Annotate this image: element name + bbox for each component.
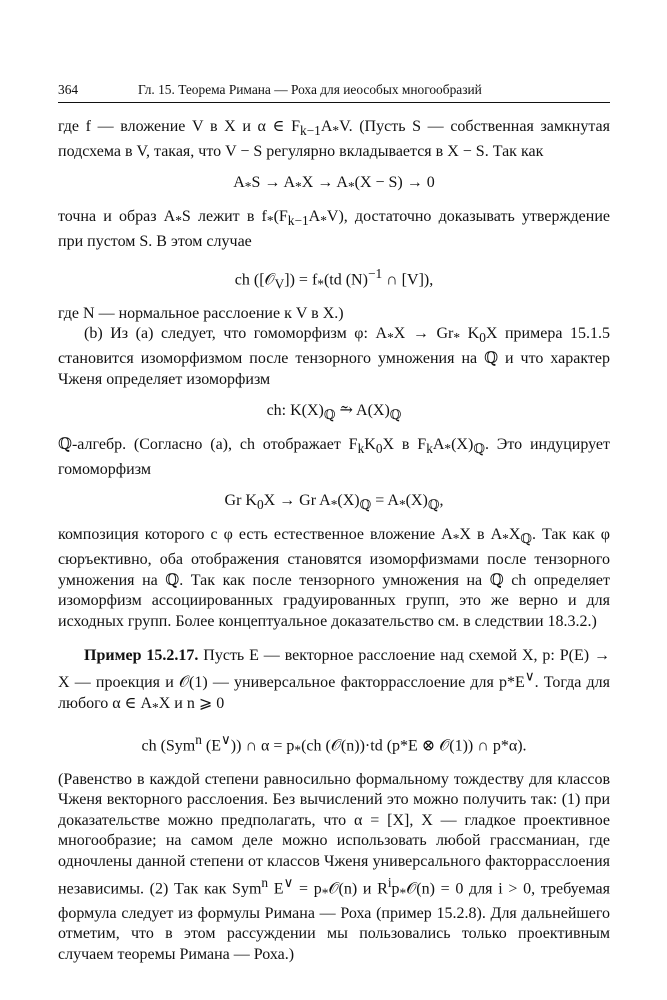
paragraph-8: (Равенство в каждой степени равносильно формальному тождеству для классов Чженя векторного расслоения. Без вычислений это можно получить так: (1) при доказательстве можно предполагать, что α = [X], X — гладкое проективное многообразие; на самом деле можно использовать любой грассманиан, где одночлены данной степени от классов Чженя универсального факторрасслоения независимы. (2) Так как Sym$^n$ $E^\vee = p_*𝒪(n)$ и $R^ip_*𝒪(n) = 0$ для i > 0, требуемая формула следует из формулы Римана — Роха (пример 15.2.8). Для дальнейшего отметим, что в этом рассуждении мы пользовались только проективным случаем теоремы Римана — Роха.) — [58, 770, 610, 963]
running-title: Гл. 15. Теорема Римана — Роха для иеособых многообразий — [138, 82, 482, 97]
example-15-2-17 — [58, 646, 610, 718]
page-body — [58, 117, 610, 966]
paragraph-4: (b) Из (a) следует, что гомоморфизм φ: $A_*X \to Gr_*$ $K_0X$ примера 15.1.5 становится изоморфизмом после тензорного умножения на ℚ и что характер Чженя определяет изоморфизм — [58, 325, 611, 388]
formula-ch-isomorphism: ch: $K(X)_ℚ$ ⥲ $A(X)_ℚ$ — [266, 402, 402, 423]
paragraph-6: композиция которого с φ есть естественное вложение $A_*X$ в $A_*X_ℚ$. Так как φ сюръективно, оба отображения становятся изоморфизмами после тензорного умножения на ℚ. Так как после тензорного умножения на ℚ ch определяет изоморфизм ассоциированных градуированных групп, это же верно и для исходных групп. Более концептуальное доказательство см. в следствии 18.3.2.) — [58, 526, 611, 630]
paragraph-2: точна и образ $A_*S$ лежит в $f_*(F_{k-1}A_*V)$, достаточно доказывать утверждение при пустом S. В этом случае — [58, 208, 610, 250]
example-text: Пусть E — векторное расслоение над схемой X, p: P(E) → X — проекция и 𝒪(1) — универсальное факторрасслоение для p*E∨. Тогда для любого α ∈ $A_*X$ и n ⩾ 0 — [58, 647, 611, 715]
formula-chern-character: ch ([𝒪$_V$]) = $f_*(td$ $(N)^{-1}$ ∩ [V]), — [234, 265, 434, 292]
formula-exact-sequence: $A_*S \to A_*X \to A_*(X - S) \to 0$ — [233, 174, 435, 195]
formula-graded-homomorphism: Gr $K_0X \to Gr$ $A_*(X)_ℚ = A_*(X)_ℚ$, — [224, 492, 444, 513]
running-header — [58, 76, 610, 103]
page-number: 364 — [58, 82, 79, 97]
example-label: Пример 15.2.17. — [84, 647, 199, 665]
paragraph-1: где f — вложение V в X и α ∈ $F_{k-1}A_*V$. (Пусть S — собственная замкнутая подсхема в V, такая, что V − S регулярно вкладывается в X − S. Так как — [58, 118, 610, 160]
paragraph-5: ℚ-алгебр. (Согласно (a), ch отображает $F_kK_0X$ в $F_kA_*(X)_ℚ$. Это индуцирует гомоморфизм — [58, 435, 611, 478]
formula-sym-power: ch (Sym$^n$ (E∨)) ∩ $\alpha = p_*(ch$ (𝒪(n))·td (p*E ⊗ 𝒪(1)) ∩ p*α). — [141, 731, 527, 758]
paragraph-3: где N — нормальное расслоение к V в X.) — [58, 304, 344, 322]
